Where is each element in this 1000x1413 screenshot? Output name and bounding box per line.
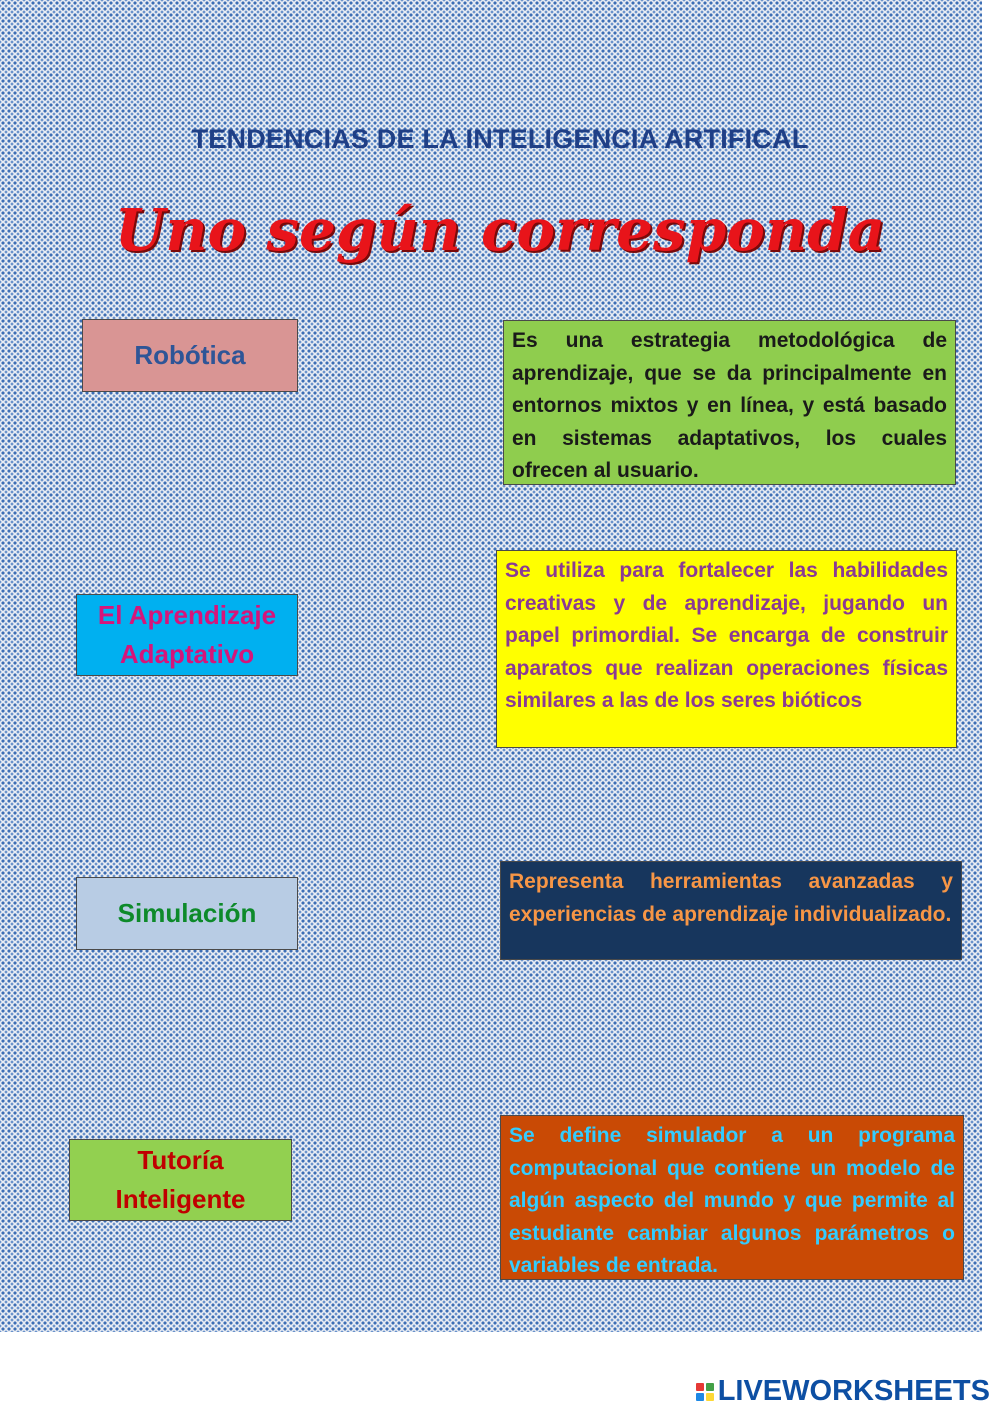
- definition-text: Es una estrategia metodológica de aprendizaje, que se da principalmente en entornos mixtos y en línea, y está basado en sistemas adaptativos, los cuales ofrecen al usuario.: [512, 329, 947, 482]
- definition-text: Se utiliza para fortalecer las habilidades creativas y de aprendizaje, jugando un papel primordial. Se encarga de construir aparatos que realizan operaciones físicas similares a las de los seres bióticos: [505, 559, 948, 712]
- term-label: El Aprendizaje Adaptativo: [97, 600, 277, 669]
- definition-text: Representa herramientas avanzadas y experiencias de aprendizaje individualizado.: [509, 870, 953, 926]
- worksheet-instruction: Uno según corresponda: [114, 196, 886, 264]
- logo-grid-icon: [696, 1383, 714, 1401]
- term-box-robotica[interactable]: [82, 319, 298, 392]
- term-box-aprendizaje-adaptativo[interactable]: [76, 594, 298, 676]
- liveworksheets-logo[interactable]: [696, 1375, 990, 1408]
- worksheet-title: TENDENCIAS DE LA INTELIGENCIA ARTIFICAL: [191, 124, 809, 154]
- definition-box-1[interactable]: [503, 320, 956, 485]
- logo-text: LIVEWORKSHEETS: [717, 1375, 990, 1407]
- term-box-tutoria-inteligente[interactable]: [69, 1139, 292, 1221]
- definition-box-3[interactable]: [500, 861, 962, 960]
- term-label: Robótica: [134, 340, 246, 370]
- term-label: Tutoría Inteligente: [115, 1145, 246, 1214]
- term-label: Simulación: [117, 898, 257, 928]
- term-box-simulacion[interactable]: [76, 877, 298, 950]
- definition-box-4[interactable]: [500, 1115, 964, 1280]
- definition-text: Se define simulador a un programa computacional que contiene un modelo de algún aspecto del mundo y que permite al estudiante cambiar algunos parámetros o variables de entrada.: [509, 1124, 955, 1277]
- definition-box-2[interactable]: [496, 550, 957, 748]
